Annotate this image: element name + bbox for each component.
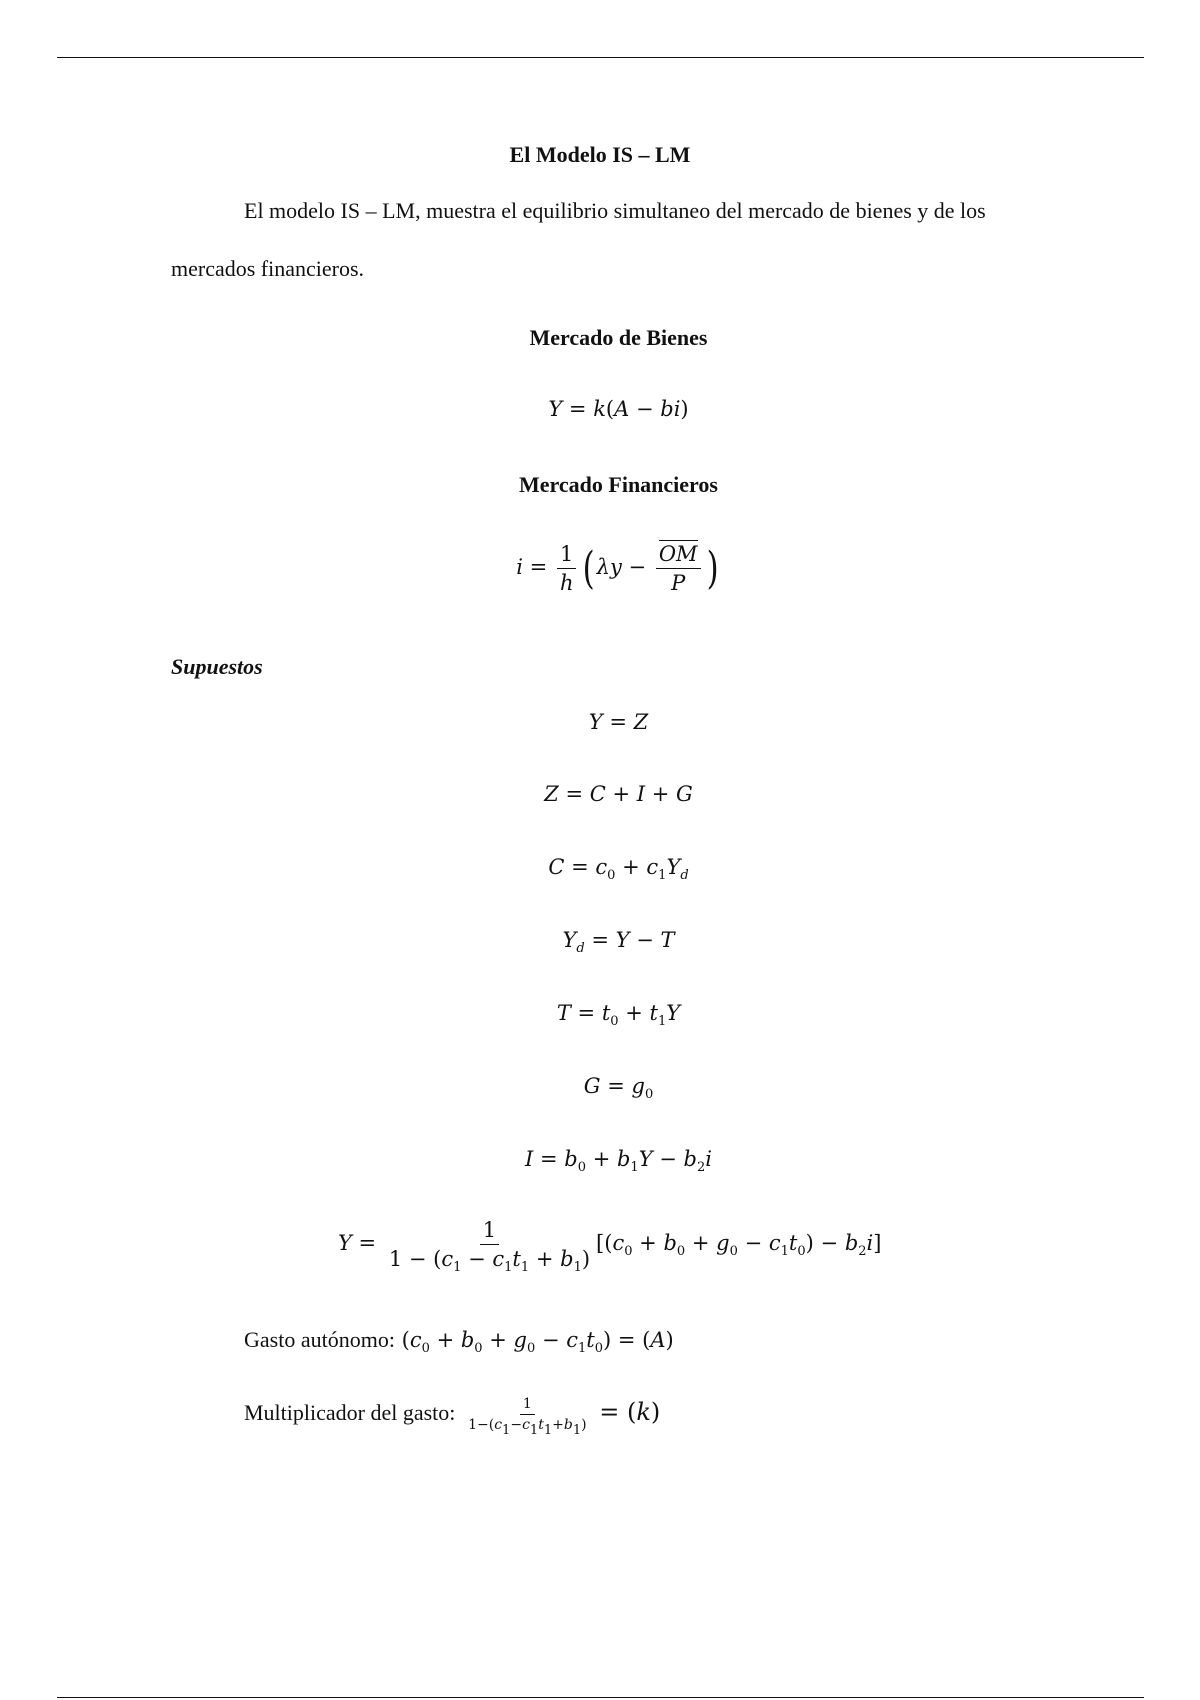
multiplier-line: Multiplicador del gasto: $\frac{1}{1-(c_1-c_1t_1+b_1)}$ = (k) [244,1396,661,1439]
header-rule [57,57,1144,58]
assumption-equation: $G = g_0$ [583,1074,654,1102]
goods-market-equation: Y = k(A − bi) [548,397,689,421]
page-title: El Modelo IS – LM [509,142,691,167]
footer-rule [57,1697,1144,1698]
assumption-equation: $T = t_0 + t_1Y$ [556,1001,681,1029]
autonomous-spending-label: Gasto autónomo: [244,1327,395,1352]
assumption-equation: $C = c_0 + c_1Y_d$ [548,855,689,883]
intro-paragraph-line-2: mercados financieros. [171,256,365,281]
assumption-equation: $Y_d = Y - T$ [562,928,675,956]
autonomous-spending-line: Gasto autónomo: $(c_0 + b_0 + g_0 - c_1t_0) = (A)$ [244,1327,674,1356]
financial-market-equation: i = $\frac{1}{h}$ ( λy − $\frac{OM}{P}$ ) [516,542,719,596]
financial-market-heading: Mercado Financieros [519,472,718,497]
intro-paragraph-line-1: El modelo IS – LM, muestra el equilibrio simultaneo del mercado de bienes y de los [244,198,986,223]
equilibrium-equation: Y = $\frac{1}{1 - (c_1 - c_1t_1 + b_1)}$ $[(c_0 + b_0 + g_0 - c_1t_0) - b_2i]$ [338,1218,882,1276]
assumption-equation: $I = b_0 + b_1Y - b_2i$ [525,1147,712,1175]
assumption-equation: Y = Z [588,710,649,734]
assumption-equation: Z = C + I + G [544,782,693,806]
goods-market-heading: Mercado de Bienes [529,325,708,350]
assumptions-heading: Supuestos [171,654,263,679]
multiplier-label: Multiplicador del gasto: [244,1400,456,1426]
